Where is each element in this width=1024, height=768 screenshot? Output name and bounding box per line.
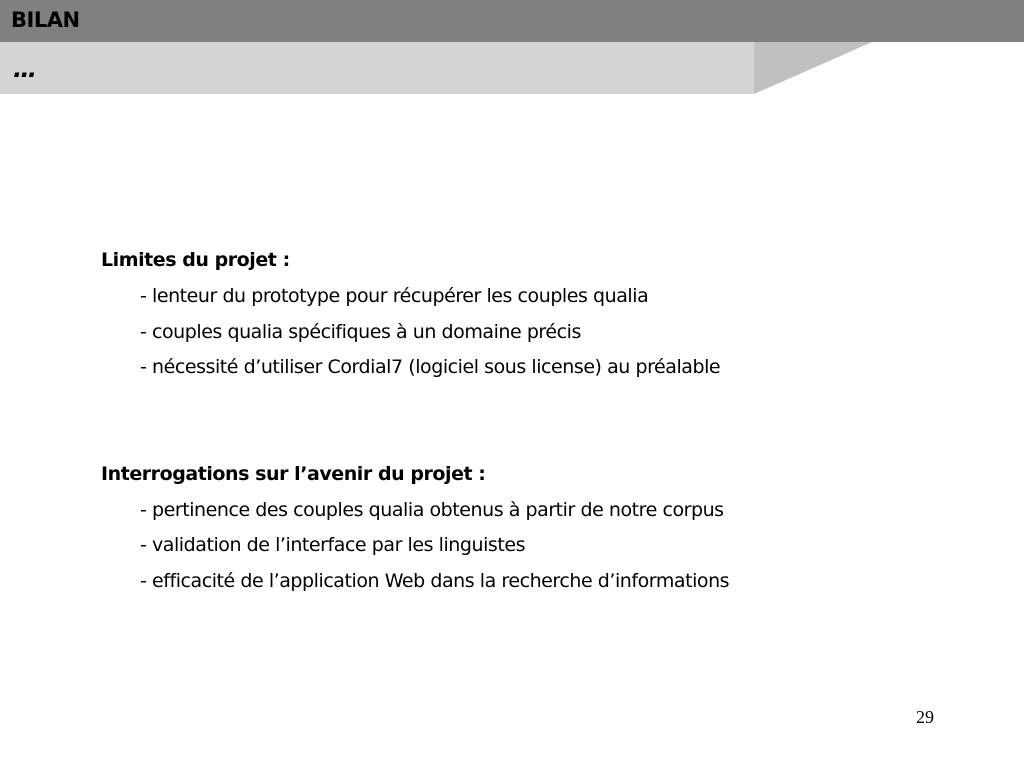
header-bar	[0, 0, 1024, 42]
section-limits	[101, 246, 729, 389]
section-questions	[101, 460, 729, 603]
section-heading: Limites du projet :	[101, 249, 290, 271]
list-item: - couples qualia spécifiques à un domaine précis	[140, 320, 581, 343]
header-subtitle-band	[0, 42, 1024, 94]
list-item: - efficacité de l’application Web dans la recherche d’informations	[140, 569, 730, 592]
list-item: - validation de l’interface par les linguistes	[140, 534, 526, 556]
list-item: - nécessité d’utiliser Cordial7 (logiciel sous license) au préalable	[140, 356, 721, 378]
list-item: - pertinence des couples qualia obtenus à partir de notre corpus	[140, 498, 724, 521]
subtitle-band-shape	[0, 42, 872, 94]
section-spacer	[101, 389, 729, 460]
slide-body	[101, 246, 729, 602]
slide-subtitle: …	[13, 55, 36, 83]
page-number: 29	[916, 707, 934, 727]
section-heading: Interrogations sur l’avenir du projet :	[101, 462, 486, 485]
slide-title: BILAN	[11, 8, 80, 32]
list-item: - lenteur du prototype pour récupérer les couples qualia	[140, 285, 649, 307]
subtitle-band-bevel	[754, 42, 872, 94]
